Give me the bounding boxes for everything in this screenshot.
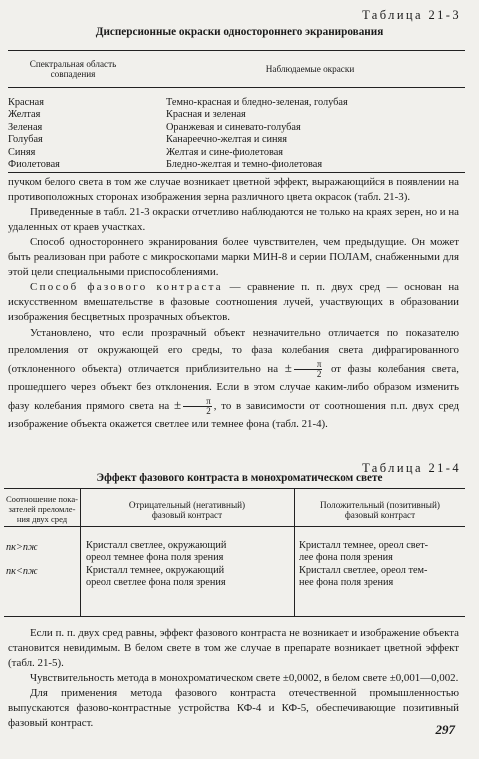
table-cell: Темно-красная и бледно-зеленая, голубая — [166, 97, 348, 108]
pi-over-two-fraction: $\frac{\pi}{2}$ — [294, 360, 323, 379]
paragraph: пучком белого света в том же случае возникает цветной эффект, выражающийся в появлении на противоположных сторонах изображения зерна различного цвета окрасок (табл. 21-3). — [8, 176, 459, 203]
table-21-4-top-rule — [4, 488, 465, 489]
table-row: Голубая — [8, 134, 43, 146]
table-21-3-header-region: Спектральная область совпадения — [29, 59, 117, 79]
page-number: 297 — [435, 722, 455, 737]
table-21-3-col-region — [8, 97, 60, 171]
table-row: Синяя — [8, 146, 36, 158]
table-row-relation: nк>nж — [6, 542, 38, 553]
table-cell: Кристалл темнее, ореол свет- — [299, 540, 429, 551]
table-cell: ореол темнее фона поля зрения — [86, 552, 224, 564]
paragraph-phase: Установлено, что если прозрачный объект незначительно отличается по показателю преломления от окружающей его среды, то фаза колебания света дифрагированного (отклоненного объекта) отличается приблизительно на ± $\frac{\pi}{2}$ от фазы колебания света, прошедшего через объект без отклонения. Если в этом случае каким-либо образом изменить фазу колебания прямого света на ± $\frac{\pi}{2}$ , то в зависимости от соотношения п.п. двух сред изображение объекта окажется светлее или темнее фона (табл. 21-4). — [8, 327, 460, 430]
table-cell: Желтая и сине-фиолетовая — [166, 146, 284, 158]
spaced-term: Способ фазового контраста — [30, 281, 223, 293]
paragraph: Если п. п. двух сред равны, эффект фазового контраста не возникает и изображение объекта становится невидимым. В белом свете в том же случае в препарате возникает цветной эффект (табл. 21-5). — [8, 627, 459, 669]
plus-minus-sign: ± — [284, 360, 292, 375]
plus-minus-sign: ± — [174, 397, 182, 412]
paragraph: Чувствительность метода в монохроматическом свете ±0,0002, в белом свете ±0,001—0,002. — [30, 672, 459, 684]
table-21-3-bottom-rule — [8, 172, 465, 173]
table-21-4-vline-1 — [80, 488, 81, 616]
table-21-4-bottom-rule — [4, 616, 465, 617]
table-cell: Канареечно-желтая и синяя — [166, 134, 288, 146]
table-cell: лее фона поля зрения — [299, 552, 393, 564]
table-row: Зеленая — [8, 121, 43, 133]
table-21-4-header-negative: Отрицательный (негативный) фазовый контраст — [128, 500, 246, 520]
table-cell: Кристалл светлее, ореол тем- — [299, 564, 428, 576]
table-21-3-col-colors — [166, 97, 348, 171]
table-cell: Оранжевая и синевато-голубая — [166, 121, 301, 133]
paragraph: Способ фазового контраста — сравнение п. п. двух сред — основан на искусственном вмешательстве в фазовые соотношения лучей, участвующих в образовании изображения бесцветных прозрачных объектов. — [8, 281, 459, 323]
table-row-relation: nк<nж — [6, 566, 38, 577]
table-21-4-number: Таблица 21-4 — [362, 461, 461, 475]
table-21-4-header-positive: Положительный (позитивный) фазовый контраст — [320, 500, 440, 520]
table-cell: Кристалл светлее, окружающий — [86, 540, 227, 551]
table-row: Фиолетовая — [8, 159, 60, 171]
table-cell: нее фона поля зрения — [299, 577, 394, 589]
pi-over-two-fraction: $\frac{\pi}{2}$ — [183, 397, 212, 416]
table-row: Красная — [8, 97, 44, 108]
table-21-4-col-positive — [299, 540, 428, 590]
table-21-3-top-rule — [8, 50, 465, 51]
paragraph: Приведенные в табл. 21-3 окраски отчетливо наблюдаются не только на краях зерен, но и на удаленных от краев участках. — [8, 206, 459, 233]
table-21-3-header-rule — [8, 87, 465, 88]
table-cell: Красная и зеленая — [166, 109, 246, 121]
table-21-3-number: Таблица 21-3 — [362, 8, 461, 22]
table-21-4-header-rule — [4, 526, 465, 527]
table-21-4-header-relation: Соотношение пока- зателей преломле- ния двух сред — [5, 494, 79, 524]
body-text-1 — [8, 175, 459, 433]
table-row: Желтая — [8, 109, 41, 121]
table-21-4-vline-2 — [294, 488, 295, 616]
table-21-4-title: Эффект фазового контраста в монохроматическом свете — [96, 472, 383, 484]
table-21-4-col-negative — [86, 540, 226, 590]
paragraph: Способ одностороннего экранирования более чувствителен, чем предыдущие. Он может быть реализован при работе с микроскопами марки МИН-8 и серии ПОЛАМ, снабженными для этой цели специальными приспособлениями. — [8, 236, 459, 278]
table-cell: Бледно-желтая и темно-фиолетовая — [166, 159, 323, 171]
table-cell: Кристалл темнее, окружающий — [86, 564, 225, 576]
paragraph: Для применения метода фазового контраста отечественной промышленностью выпускаются фазово-контрастные устройства КФ-4 и КФ-5, обеспечивающие позитивный фазовый контраст. — [8, 687, 459, 729]
body-text-2 — [8, 626, 459, 731]
table-cell: ореол светлее фона поля зрения — [86, 577, 226, 589]
table-21-3-title: Дисперсионные окраски одностороннего экранирования — [95, 26, 384, 38]
table-21-3-header-colors: Наблюдаемые окраски — [265, 64, 355, 74]
